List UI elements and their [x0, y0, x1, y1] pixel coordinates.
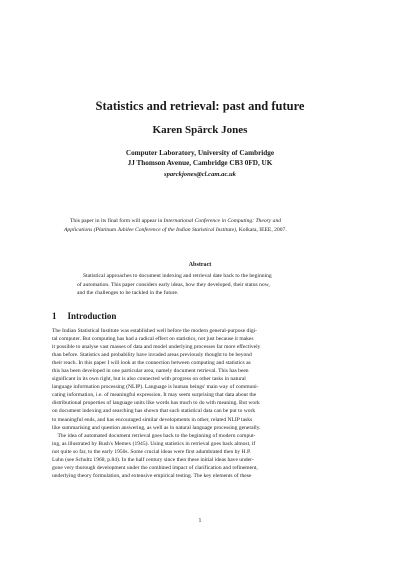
body-line: language information processing (NLIP). Language is human beings' main way of communi- [52, 384, 259, 391]
body-line: gone very thorough development under the combined impact of clarification and refinement, [52, 464, 258, 471]
section-number: 1 [52, 311, 57, 321]
body-line: not quite so far, to the early 1950s. Some crucial ideas were first adumbrated then by H.P. [52, 448, 251, 455]
body-line: on document indexing and searching has shown that such statistical data can be put to work [52, 408, 256, 415]
author-name: Karen Spärck Jones [152, 124, 248, 136]
body-line: ing, as illustrated by Bush's Memex (1945). Using statistics in retrieval goes back almost, if [52, 440, 256, 447]
body-line: tal computer. But computing has had a radical effect on statistics, not just because it makes [52, 336, 254, 343]
affiliation [0, 148, 400, 168]
abstract-line: Statistical approaches to document indexing and retrieval date back to the beginning [83, 273, 272, 279]
paper-title: Statistics and retrieval: past and future [95, 99, 305, 113]
body-line: underlying theory formulation, and extensive empirical testing. The key elements of these [52, 472, 252, 479]
abstract [77, 272, 323, 298]
abstract-line: and the challenges to be tackled in the future. [77, 290, 179, 296]
body-line: distributional properties of language units like words has much to do with meaning. But work [52, 400, 260, 407]
body-line: cating information, i.e. of meaningful expression. It may seem surprising that data about the [52, 392, 257, 399]
affiliation-line: Computer Laboratory, University of Cambridge [125, 149, 275, 157]
body-line: it possible to analyse vast masses of data and model underlying processes far more effectively [52, 344, 261, 351]
body-line: The Indian Statistical Institute was established well before the modern general-purpose digi- [52, 328, 258, 334]
note-line: Applications (Platinum Jubilee Conference of the Indian Statistical Institute), Kolkata, IEEE, 2007. [64, 227, 287, 233]
page-number: 1 [198, 518, 202, 524]
abstract-heading: Abstract [188, 262, 212, 268]
body-text [52, 327, 348, 480]
publication-note [64, 217, 336, 235]
abstract-line: of automation. This paper considers early ideas, how they developed, their status now, [77, 281, 270, 288]
section-title: Introduction [67, 311, 117, 321]
body-line: Luhn (see Schultz 1968, p.84). In the half century since then these initial ideas have under- [52, 456, 254, 463]
body-line: their reach. In this paper I will look at the connection between computing and statistics as [52, 360, 251, 367]
note-line: This paper in its final form will appear in International Conference in Computing: Theory and [70, 218, 282, 224]
body-line: significant in its own right, but is also connected with progress on other tasks in natural [52, 376, 246, 383]
body-line: this has been developed in one particular area, namely document retrieval. This has been [52, 368, 249, 375]
body-line: than before. Statistics and probability have invaded areas previously thought to be beyond [52, 352, 252, 359]
body-line: The idea of automated document retrieval goes back to the beginning of modern comput- [52, 432, 256, 439]
author-email: sparckjones@cl.cam.ac.uk [164, 171, 236, 178]
affiliation-line: JJ Thomson Avenue, Cambridge CB3 0FD, UK [127, 159, 273, 167]
body-line: like summarising and question answering, as well as in natural language processing generally. [52, 424, 261, 431]
body-line: to meaningful ends, and has encouraged similar developments in other, related NLIP tasks [52, 416, 253, 423]
section-heading [52, 311, 116, 321]
